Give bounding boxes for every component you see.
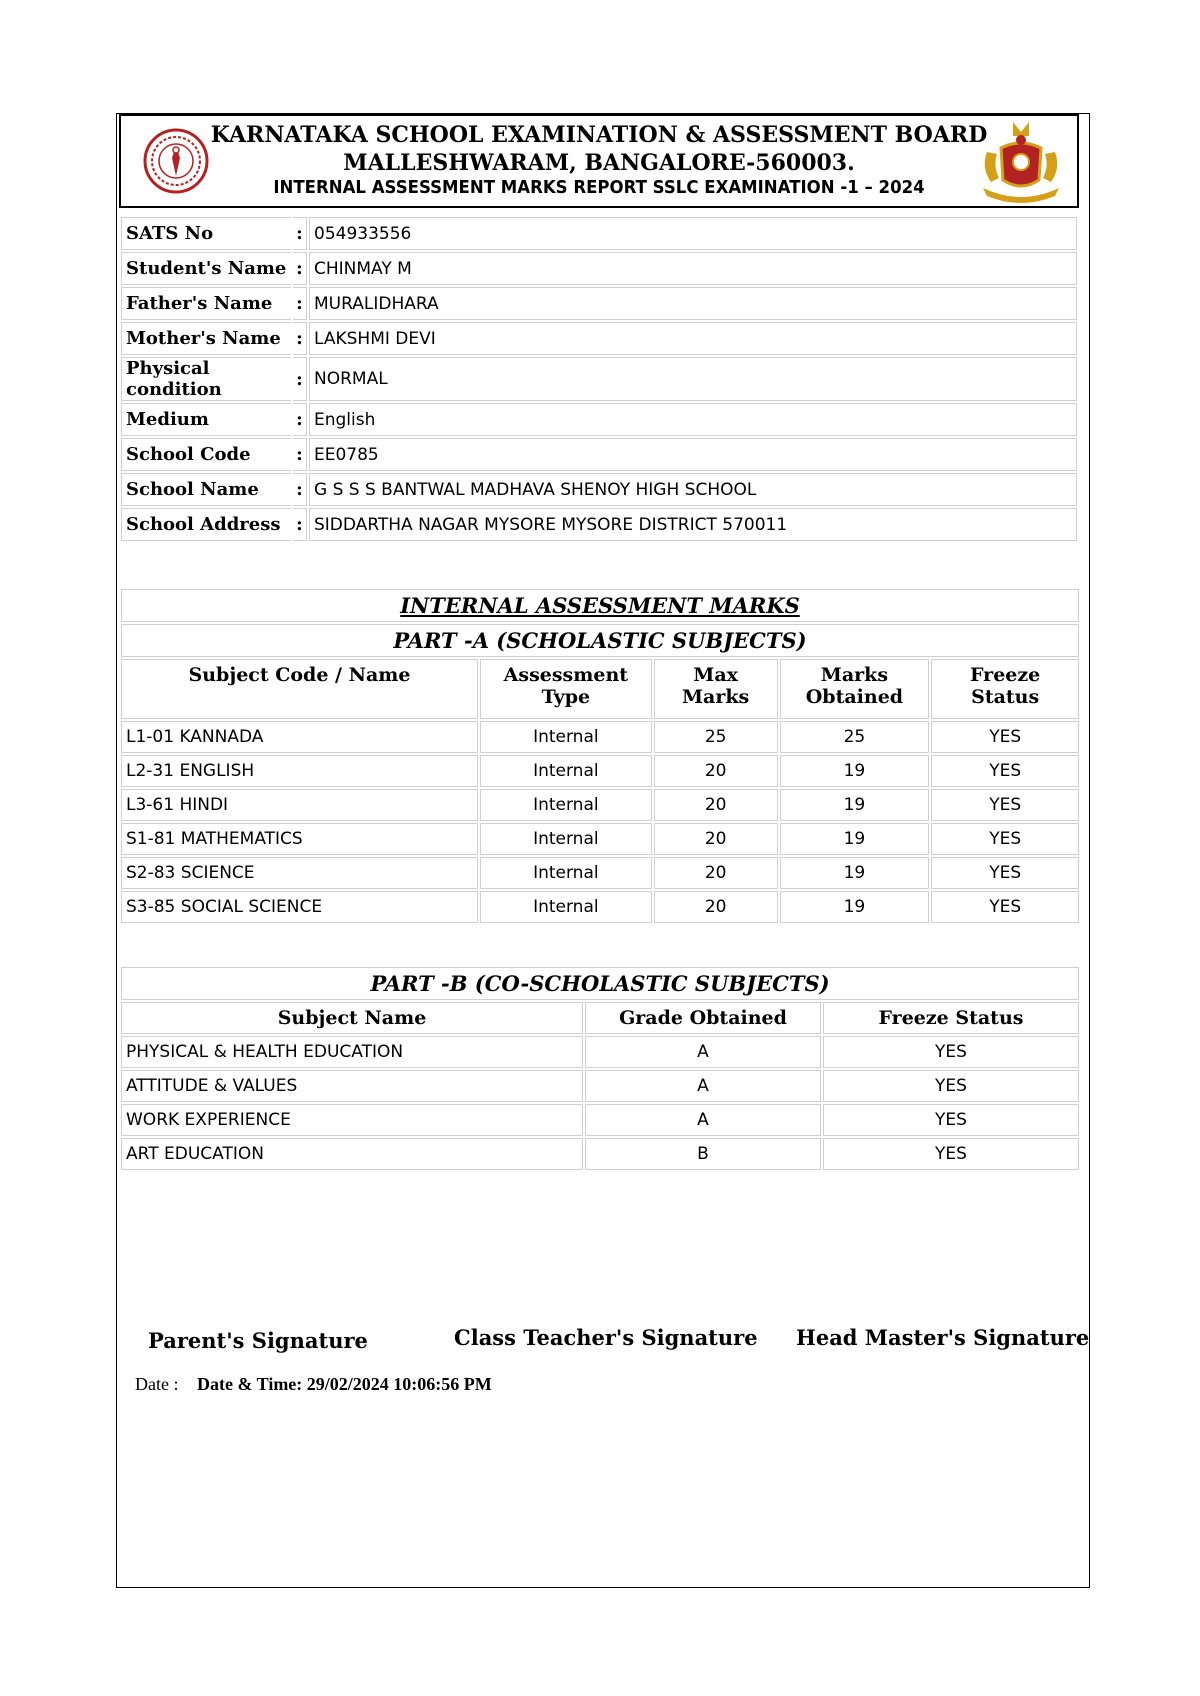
date-row (135, 1374, 492, 1395)
info-colon: : (293, 403, 307, 436)
table-cell: 19 (780, 857, 930, 889)
info-row (121, 357, 1077, 401)
part-b-column-header: Grade Obtained (585, 1002, 821, 1034)
table-row (121, 857, 1079, 889)
info-row (121, 252, 1077, 285)
info-value: LAKSHMI DEVI (309, 322, 1077, 355)
table-cell: YES (823, 1104, 1079, 1136)
info-colon: : (293, 322, 307, 355)
board-address: MALLESHWARAM, BANGALORE-560003. (343, 150, 855, 176)
info-row (121, 322, 1077, 355)
table-cell: YES (931, 789, 1079, 821)
table-cell: Internal (480, 857, 652, 889)
table-cell: YES (931, 823, 1079, 855)
table-cell: 20 (654, 789, 778, 821)
part-b-column-header: Freeze Status (823, 1002, 1079, 1034)
part-a-table (119, 587, 1081, 925)
info-colon: : (293, 357, 307, 401)
table-cell: 19 (780, 823, 930, 855)
info-value: NORMAL (309, 357, 1077, 401)
table-row (121, 891, 1079, 923)
date-label: Date : (135, 1374, 179, 1394)
table-cell: Internal (480, 891, 652, 923)
table-row (121, 1138, 1079, 1170)
table-row (121, 755, 1079, 787)
info-colon: : (293, 252, 307, 285)
subject-cell: S3-85 SOCIAL SCIENCE (121, 891, 478, 923)
info-colon: : (293, 473, 307, 506)
table-cell: 19 (780, 891, 930, 923)
info-row (121, 217, 1077, 250)
table-cell: YES (931, 891, 1079, 923)
table-row (121, 1036, 1079, 1068)
table-cell: Internal (480, 789, 652, 821)
report-header (119, 114, 1079, 208)
subject-cell: PHYSICAL & HEALTH EDUCATION (121, 1036, 583, 1068)
table-cell: YES (823, 1070, 1079, 1102)
part-a-title: PART -A (SCHOLASTIC SUBJECTS) (121, 624, 1079, 657)
subject-cell: L3-61 HINDI (121, 789, 478, 821)
subject-cell: L1-01 KANNADA (121, 721, 478, 753)
info-label: School Address (121, 508, 291, 541)
part-a-column-header: Max Marks (654, 659, 778, 719)
info-label: School Code (121, 438, 291, 471)
table-cell: B (585, 1138, 821, 1170)
table-row (121, 789, 1079, 821)
info-value: 054933556 (309, 217, 1077, 250)
table-row (121, 1104, 1079, 1136)
part-a-column-header: Assessment Type (480, 659, 652, 719)
info-colon: : (293, 287, 307, 320)
subject-cell: ATTITUDE & VALUES (121, 1070, 583, 1102)
table-cell: 25 (654, 721, 778, 753)
part-a-header-row (121, 659, 1079, 719)
table-cell: 20 (654, 755, 778, 787)
board-name: KARNATAKA SCHOOL EXAMINATION & ASSESSMENT BOARD (210, 122, 988, 148)
info-label: Medium (121, 403, 291, 436)
part-b-title: PART -B (CO-SCHOLASTIC SUBJECTS) (121, 967, 1079, 1000)
table-cell: Internal (480, 823, 652, 855)
info-value: EE0785 (309, 438, 1077, 471)
table-cell: A (585, 1104, 821, 1136)
table-cell: A (585, 1070, 821, 1102)
part-a-column-header: Subject Code / Name (121, 659, 478, 719)
info-colon: : (293, 508, 307, 541)
subject-cell: L2-31 ENGLISH (121, 755, 478, 787)
part-a-column-header: Marks Obtained (780, 659, 930, 719)
subject-cell: ART EDUCATION (121, 1138, 583, 1170)
class-teacher-signature-label: Class Teacher's Signature (454, 1325, 758, 1350)
table-row (121, 1070, 1079, 1102)
part-a-column-header: Freeze Status (931, 659, 1079, 719)
table-cell: 25 (780, 721, 930, 753)
info-row (121, 403, 1077, 436)
table-cell: 20 (654, 823, 778, 855)
info-row (121, 473, 1077, 506)
table-cell: 19 (780, 755, 930, 787)
date-time: Date & Time: 29/02/2024 10:06:56 PM (196, 1374, 492, 1394)
table-cell: 20 (654, 891, 778, 923)
info-row (121, 508, 1077, 541)
info-label: Student's Name (121, 252, 291, 285)
part-b-table (119, 965, 1081, 1172)
table-cell: YES (931, 755, 1079, 787)
report-title: INTERNAL ASSESSMENT MARKS REPORT SSLC EXAMINATION -1 – 2024 (273, 177, 925, 198)
info-row (121, 438, 1077, 471)
info-value: SIDDARTHA NAGAR MYSORE MYSORE DISTRICT 570011 (309, 508, 1077, 541)
table-row (121, 721, 1079, 753)
info-label: Physical condition (121, 357, 291, 401)
info-row (121, 287, 1077, 320)
head-master-signature-label: Head Master's Signature (796, 1325, 1090, 1350)
table-cell: 19 (780, 789, 930, 821)
table-row (121, 823, 1079, 855)
part-b-column-header: Subject Name (121, 1002, 583, 1034)
table-cell: 20 (654, 857, 778, 889)
info-label: SATS No (121, 217, 291, 250)
subject-cell: S1-81 MATHEMATICS (121, 823, 478, 855)
table-cell: YES (823, 1036, 1079, 1068)
info-colon: : (293, 438, 307, 471)
parent-signature-label: Parent's Signature (148, 1328, 368, 1353)
info-value: MURALIDHARA (309, 287, 1077, 320)
info-colon: : (293, 217, 307, 250)
karnataka-emblem-icon (973, 118, 1069, 206)
info-label: Father's Name (121, 287, 291, 320)
internal-assessment-heading: INTERNAL ASSESSMENT MARKS (121, 589, 1079, 622)
table-cell: YES (931, 857, 1079, 889)
subject-cell: S2-83 SCIENCE (121, 857, 478, 889)
table-cell: A (585, 1036, 821, 1068)
info-value: G S S S BANTWAL MADHAVA SHENOY HIGH SCHOOL (309, 473, 1077, 506)
student-details-table (119, 215, 1079, 543)
subject-cell: WORK EXPERIENCE (121, 1104, 583, 1136)
table-cell: YES (931, 721, 1079, 753)
table-cell: Internal (480, 755, 652, 787)
part-b-header-row (121, 1002, 1079, 1034)
table-cell: Internal (480, 721, 652, 753)
info-label: School Name (121, 473, 291, 506)
info-value: English (309, 403, 1077, 436)
info-label: Mother's Name (121, 322, 291, 355)
info-value: CHINMAY M (309, 252, 1077, 285)
table-cell: YES (823, 1138, 1079, 1170)
